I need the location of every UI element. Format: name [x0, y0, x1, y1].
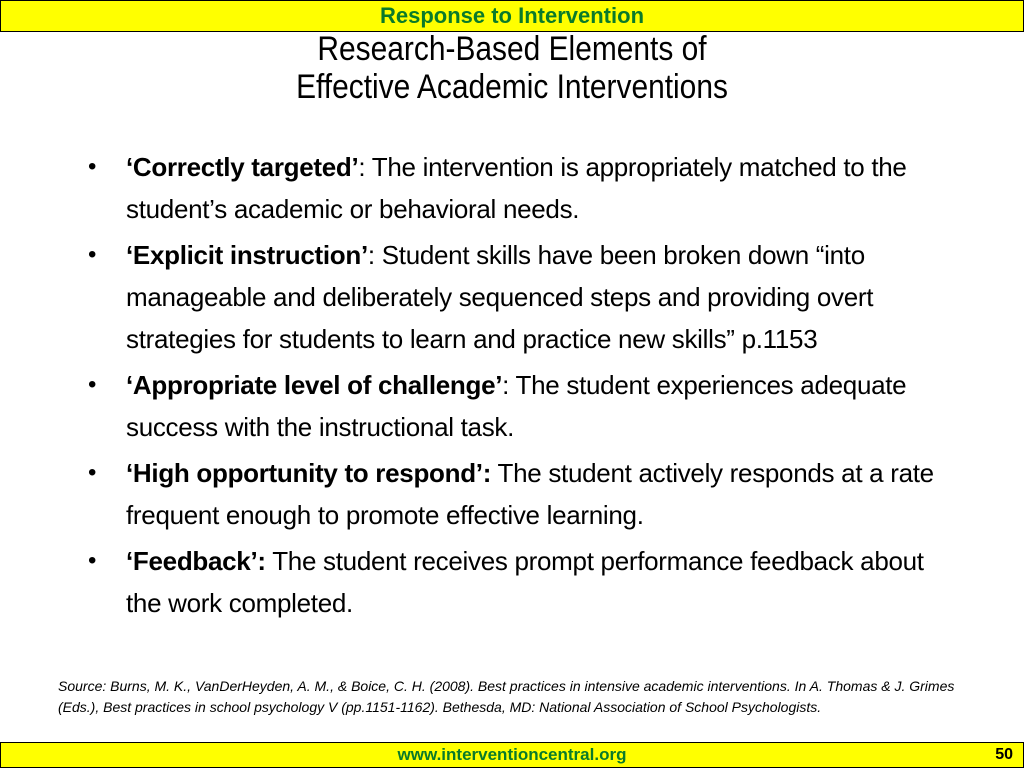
- bullet-list: [88, 146, 938, 628]
- page-title: [61, 30, 962, 106]
- bullet-term: ‘High opportunity to respond’:: [126, 458, 492, 488]
- bullet-explicit-instruction: [88, 234, 938, 360]
- bullet-appropriate-challenge: [88, 364, 938, 448]
- top-banner: [0, 0, 1024, 32]
- bottom-banner: [0, 742, 1024, 768]
- bullet-text: The student receives prompt performance feedback about the work completed.: [126, 546, 924, 618]
- source-citation: Source: Burns, M. K., VanDerHeyden, A. M., & Boice, C. H. (2008). Best practices in intensive academic interventions. In A. Thomas & J. Grimes (Eds.), Best practices in school psychology V (pp.1151-1162). Bethesda, MD: National Association of School Psychologists.: [58, 678, 955, 715]
- title-line-1: Research-Based Elements of: [317, 30, 707, 68]
- bullet-opportunity-to-respond: [88, 452, 938, 536]
- bullet-term: ‘Explicit instruction’: [126, 240, 368, 270]
- bullet-term: ‘Appropriate level of challenge’: [126, 370, 503, 400]
- bullet-term: ‘Feedback’:: [126, 546, 266, 576]
- bullet-term: ‘Correctly targeted’: [126, 152, 359, 182]
- bullet-icon: •: [88, 241, 97, 268]
- bullet-text: The student actively responds at a rate frequent enough to promote effective learning.: [126, 458, 934, 530]
- page-number: 50: [995, 746, 1013, 763]
- bullet-icon: •: [88, 547, 97, 574]
- website-url[interactable]: www.interventioncentral.org: [397, 745, 627, 764]
- bullet-text: : The student experiences adequate success with the instructional task.: [126, 370, 907, 442]
- bullet-icon: •: [88, 459, 97, 486]
- banner-title: Response to Intervention: [379, 3, 645, 28]
- bullet-text: : The intervention is appropriately matched to the student’s academic or behavioral needs.: [126, 152, 907, 224]
- bullet-text: : Student skills have been broken down “into manageable and deliberately sequenced steps and providing overt strategies for students to learn and practice new skills” p.1153: [126, 240, 874, 354]
- title-line-2: Effective Academic Interventions: [296, 68, 728, 106]
- bullet-icon: •: [88, 371, 97, 398]
- bullet-correctly-targeted: [88, 146, 938, 230]
- bullet-icon: •: [88, 153, 97, 180]
- bullet-feedback: [88, 540, 938, 624]
